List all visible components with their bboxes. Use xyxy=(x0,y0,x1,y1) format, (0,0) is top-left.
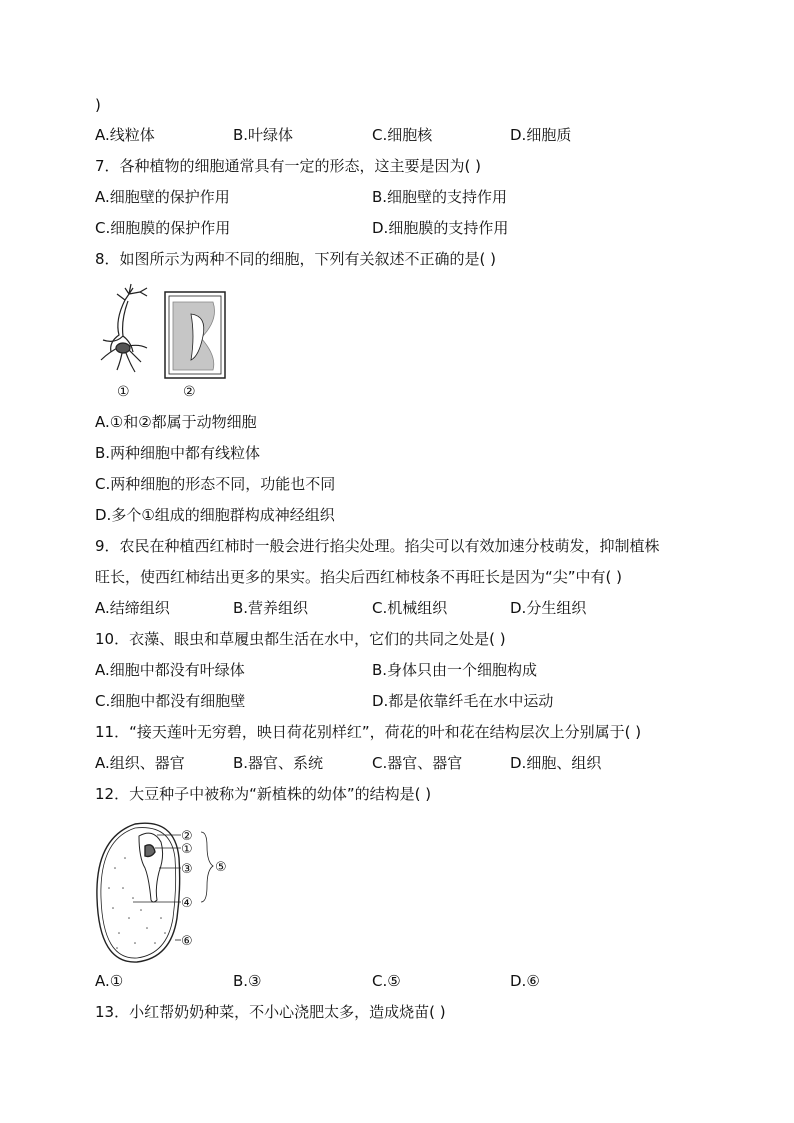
cells-figure xyxy=(95,280,235,400)
question-12-stem: 12．大豆种子中被称为“新植株的幼体”的结构是( ) xyxy=(95,785,432,803)
q8-option-d: D.多个①组成的细胞群构成神经组织 xyxy=(95,506,335,524)
q7-option-d: D.细胞膜的支持作用 xyxy=(372,219,509,237)
seed-label-6: ⑥ xyxy=(181,934,193,949)
q11-option-d: D.细胞、组织 xyxy=(510,754,602,772)
q9-option-a: A.结缔组织 xyxy=(95,599,170,617)
q10-option-c: C.细胞中都没有细胞壁 xyxy=(95,692,246,710)
q6-option-a: A.线粒体 xyxy=(95,126,155,144)
seed-label-5: ⑤ xyxy=(215,860,227,875)
q8-option-b: B.两种细胞中都有线粒体 xyxy=(95,444,261,462)
question-11-stem: 11．“接天莲叶无穷碧，映日荷花别样红”，荷花的叶和花在结构层次上分别属于( ) xyxy=(95,723,642,741)
q8-option-c: C.两种细胞的形态不同，功能也不同 xyxy=(95,475,336,493)
q7-option-b: B.细胞壁的支持作用 xyxy=(372,188,508,206)
q9-option-c: C.机械组织 xyxy=(372,599,448,617)
seed-label-3: ③ xyxy=(181,862,193,877)
q9-option-d: D.分生组织 xyxy=(510,599,587,617)
cells-label-2: ② xyxy=(183,384,196,400)
seed-label-2: ② xyxy=(181,829,193,844)
q10-option-b: B.身体只由一个细胞构成 xyxy=(372,661,538,679)
q7-option-c: C.细胞膜的保护作用 xyxy=(95,219,231,237)
seed-label-1: ① xyxy=(181,842,193,857)
q11-option-c: C.器官、器官 xyxy=(372,754,463,772)
q10-option-d: D.都是依靠纤毛在水中运动 xyxy=(372,692,554,710)
seed-drawing xyxy=(97,823,180,962)
q12-option-b: B.③ xyxy=(233,972,262,990)
seed-dots xyxy=(108,857,166,949)
q11-option-b: B.器官、系统 xyxy=(233,754,324,772)
plant-cell-drawing xyxy=(165,292,225,378)
q12-option-a: A.① xyxy=(95,972,124,990)
q11-option-a: A.组织、器官 xyxy=(95,754,185,772)
q8-option-a: A.①和②都属于动物细胞 xyxy=(95,413,257,431)
q12-option-d: D.⑥ xyxy=(510,972,540,990)
q10-option-a: A.细胞中都没有叶绿体 xyxy=(95,661,245,679)
q12-option-c: C.⑤ xyxy=(372,972,401,990)
q9-option-b: B.营养组织 xyxy=(233,599,309,617)
question-13-stem: 13．小红帮奶奶种菜，不小心浇肥太多，造成烧苗( ) xyxy=(95,1003,446,1021)
q7-option-a: A.细胞壁的保护作用 xyxy=(95,188,230,206)
q6-option-c: C.细胞核 xyxy=(372,126,433,144)
question-10-stem: 10．衣藻、眼虫和草履虫都生活在水中，它们的共同之处是( ) xyxy=(95,630,506,648)
seed-figure xyxy=(95,818,245,968)
question-8-stem: 8．如图所示为两种不同的细胞，下列有关叙述不正确的是( ) xyxy=(95,250,497,268)
neuron-drawing xyxy=(101,284,147,372)
seed-label-4: ④ xyxy=(181,896,193,911)
question-7-stem: 7．各种植物的细胞通常具有一定的形态，这主要是因为( ) xyxy=(95,157,482,175)
question-9-stem-line2: 旺长，使西红柿结出更多的果实。掐尖后西红柿枝条不再旺长是因为“尖”中有( ) xyxy=(95,568,623,586)
question-6-stem-end: ) xyxy=(95,96,101,114)
q6-option-b: B.叶绿体 xyxy=(233,126,294,144)
cells-label-1: ① xyxy=(117,384,130,400)
question-9-stem-line1: 9．农民在种植西红柿时一般会进行掐尖处理。掐尖可以有效加速分枝萌发，抑制植株 xyxy=(95,537,660,555)
q6-option-d: D.细胞质 xyxy=(510,126,572,144)
